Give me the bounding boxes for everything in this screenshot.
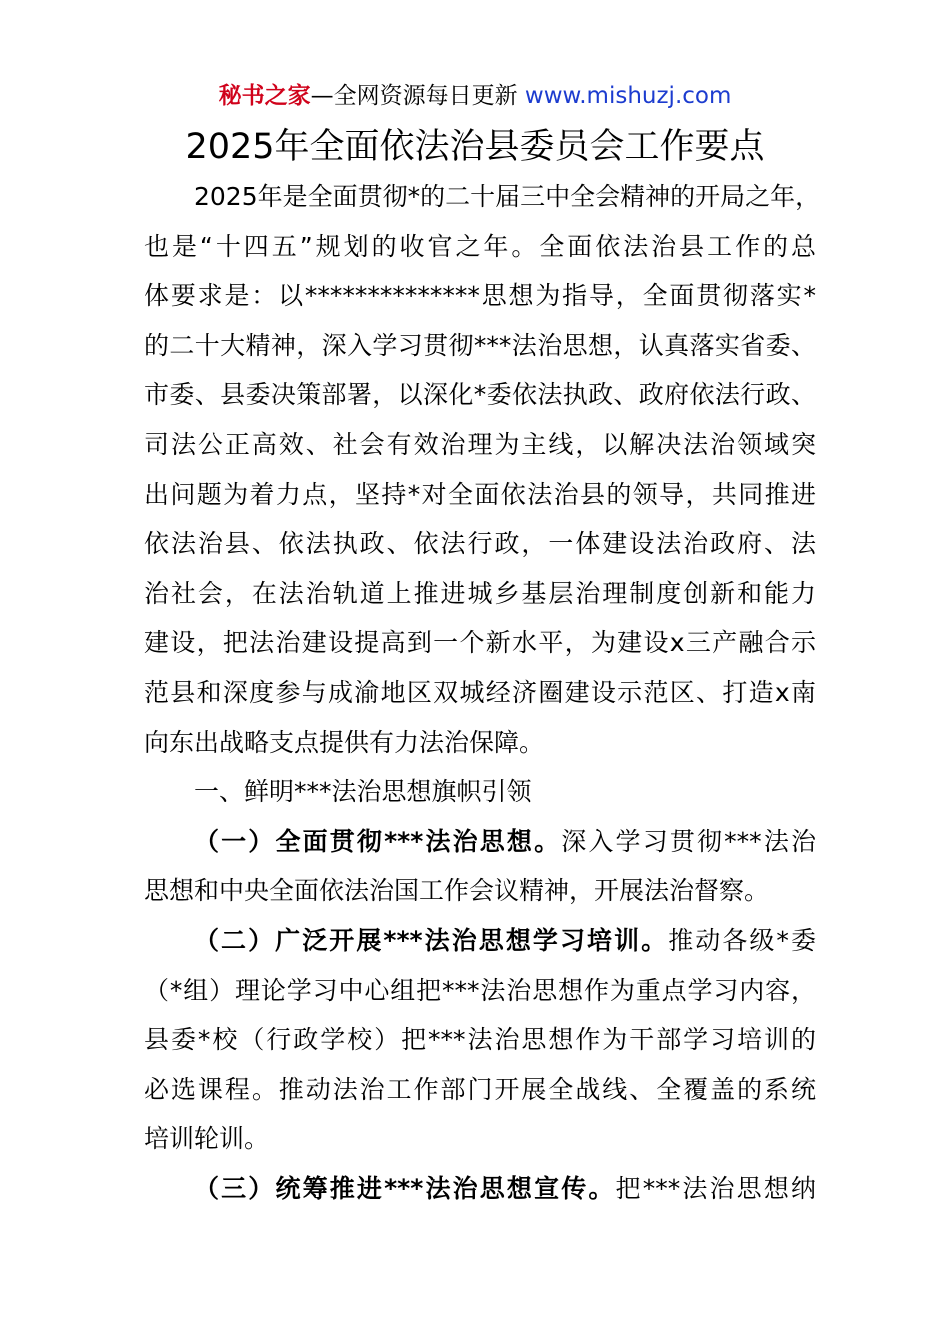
site-banner: [0, 80, 950, 112]
site-url-link[interactable]: www.mishuzj.com: [524, 83, 732, 109]
body-line: 必选课程。推动法治工作部门开展全战线、全覆盖的系统: [144, 1074, 816, 1104]
body-line: 建设，把法治建设提高到一个新水平，为建设x三产融合示: [144, 628, 816, 658]
body-line: 体要求是：以**************思想为指导，全面贯彻落实*: [144, 281, 816, 311]
body-line: 培训轮训。: [144, 1124, 270, 1154]
item-1-text: 深入学习贯彻***法治: [561, 826, 816, 856]
document-body: [144, 177, 821, 1218]
body-line: 2025年是全面贯彻*的二十届三中全会精神的开局之年，: [194, 182, 821, 211]
document-title: 2025年全面依法治县委员会工作要点: [185, 127, 765, 167]
body-line: 治社会，在法治轨道上推进城乡基层治理制度创新和能力: [144, 578, 816, 608]
item-2-text: 推动各级*委: [668, 925, 816, 955]
item-3-text: 把***法治思想纳: [615, 1173, 816, 1203]
item-2-first-line: [144, 921, 816, 971]
body-line: 出问题为着力点，坚持*对全面依法治县的领导，共同推进: [144, 479, 816, 509]
site-brand: 秘书之家: [218, 83, 311, 109]
body-line: 的二十大精神，深入学习贯彻***法治思想，认真落实省委、: [144, 330, 816, 360]
body-line: 市委、县委决策部署，以深化*委依法执政、政府依法行政、: [144, 380, 816, 410]
body-line: （*组）理论学习中心组把***法治思想作为重点学习内容，: [144, 975, 816, 1005]
item-3-heading: （三）统筹推进***法治思想宣传。: [194, 1173, 616, 1203]
body-line: 司法公正高效、社会有效治理为主线，以解决法治领域突: [144, 429, 816, 459]
item-1-heading: （一）全面贯彻***法治思想。: [194, 826, 562, 856]
body-line: 依法治县、依法执政、依法行政，一体建设法治政府、法: [144, 529, 816, 559]
body-line: 思想和中央全面依法治国工作会议精神，开展法治督察。: [144, 876, 770, 906]
item-3-first-line: [144, 1169, 816, 1219]
body-line: 县委*校（行政学校）把***法治思想作为干部学习培训的: [144, 1025, 816, 1055]
site-slogan: —全网资源每日更新: [310, 83, 518, 109]
body-line: 向东出战略支点提供有力法治保障。: [144, 727, 545, 757]
section-heading: 一、鲜明***法治思想旗帜引领: [194, 777, 532, 807]
body-line: 也是“十四五”规划的收官之年。全面依法治县工作的总: [144, 231, 816, 261]
item-1-first-line: [144, 822, 816, 872]
item-2-heading: （二）广泛开展***法治思想学习培训。: [194, 925, 669, 955]
body-line: 范县和深度参与成渝地区双城经济圈建设示范区、打造x南: [144, 677, 816, 707]
